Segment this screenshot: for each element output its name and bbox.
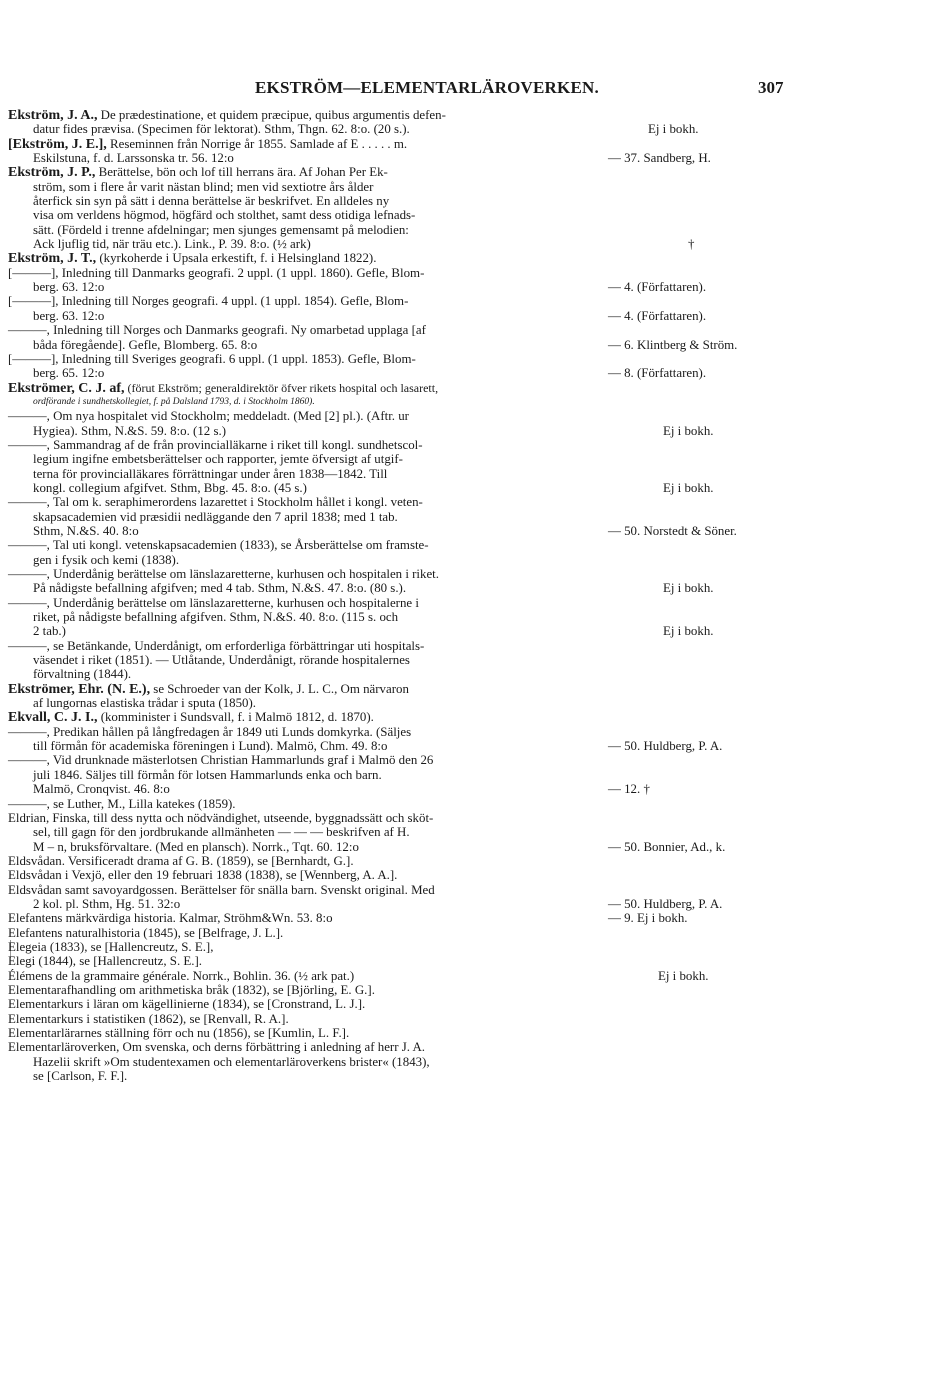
entry-line: Eldrian, Finska, till dess nytta och nödvändighet, utseende, byggnadssätt och sköt- — [8, 810, 434, 825]
entry-line: kongl. collegium afgifvet. Sthm, Bbg. 45. 8:o. (45 s.) Ej i bokh. — [33, 480, 714, 495]
entry-line: [———], Inledning till Sveriges geografi. 6 uppl. (1 uppl. 1853). Gefle, Blom- — [8, 351, 416, 366]
entry-line: Eldsvådan samt savoyardgossen. Berättelser för snälla barn. Svenskt original. Med — [8, 882, 435, 897]
catalog-entry — [8, 983, 808, 997]
entry-publisher: Ej i bokh. — [663, 581, 714, 596]
catalog-entry — [8, 883, 808, 912]
entry-line: Hygiea). Sthm, N.&S. 59. 8:o. (12 s.) Ej i bokh. — [33, 423, 714, 438]
entry-line: ———, Vid drunknade mästerlotsen Christian Hammarlunds graf i Malmö den 26 — [8, 753, 434, 768]
entry-line: terna för provincialläkares förrättningar under åren 1838—1842. Till — [33, 466, 388, 481]
entry-line: Malmö, Cronqvist. 46. 8:o — 12. † — [33, 782, 650, 797]
catalog-body — [8, 108, 808, 1083]
entry-line: Ekströmer, C. J. af, (förut Ekström; generaldirektör öfver rikets hospital och lasarett, — [8, 380, 439, 396]
entry-line: sätt. (Fördeld i trenne afdelningar; men sjunges gemensamt på melodien: — [33, 222, 409, 237]
catalog-entry — [8, 940, 808, 954]
entry-line: Elementarläroverken, Om svenska, och derns förbättring i anledning af herr J. A. — [8, 1040, 426, 1055]
entry-line: 2 tab.) Ej i bokh. — [33, 624, 714, 639]
catalog-entry — [8, 294, 808, 323]
catalog-entry — [8, 1012, 808, 1026]
entry-line: återfick sin syn på sätt i denna berättelse är beskrifvet. En alldeles ny — [33, 194, 390, 209]
entry-line: Elegeia (1833), se [Hallencreutz, S. E.], — [8, 939, 214, 954]
catalog-entry — [8, 969, 808, 983]
entry-line: Elefantens naturalhistoria (1845), se [Belfrage, J. L.]. — [8, 925, 284, 940]
entry-publisher: Ej i bokh. — [658, 968, 709, 983]
entry-publisher: — 50. Norstedt & Söner. — [608, 523, 737, 538]
entry-publisher: — 6. Klintberg & Ström. — [608, 337, 738, 352]
entry-line: Ekströmer, Ehr. (N. E.), se Schroeder van der Kolk, J. L. C., Om närvaron — [8, 681, 409, 697]
entry-publisher: — 8. (Författaren). — [608, 366, 707, 381]
entry-publisher: — 4. (Författaren). — [608, 280, 707, 295]
entry-publisher: — 50. Bonnier, Ad., k. — [608, 839, 726, 854]
entry-line: riket, på nådigste befallning afgifven. Sthm, N.&S. 40. 8:o. (115 s. och — [33, 610, 399, 625]
catalog-entry — [8, 682, 808, 711]
entry-publisher: Ej i bokh. — [663, 480, 714, 495]
entry-line: båda föregående]. Gefle, Blomberg. 65. 8:o — 6. Klintberg & Ström. — [33, 337, 738, 352]
entry-line: berg. 65. 12:o — 8. (Författaren). — [33, 366, 707, 381]
entry-line: Elefantens märkvärdiga historia. Kalmar, Ströhm&Wn. 53. 8:o — 9. Ej i bokh. — [8, 911, 688, 926]
catalog-entry — [8, 797, 808, 811]
entry-line: datur fides prævisa. (Specimen för lektorat). Sthm, Thgn. 62. 8:o. (20 s.). Ej i bokh. — [33, 122, 699, 137]
running-title: EKSTRÖM—ELEMENTARLÄROVERKEN. — [255, 78, 599, 97]
entry-line: Ekström, J. T., (kyrkoherde i Upsala erkestift, f. i Helsingland 1822). — [8, 251, 377, 267]
catalog-entry — [8, 567, 808, 596]
entry-line: Elementarkurs i läran om kägellinierne (1834), se [Cronstrand, L. J.]. — [8, 997, 366, 1012]
catalog-entry — [8, 725, 808, 754]
catalog-entry — [8, 639, 808, 682]
entry-publisher: — 50. Huldberg, P. A. — [608, 896, 723, 911]
entry-line: Elegi (1844), se [Hallencreutz, S. E.]. — [8, 954, 203, 969]
entry-line: På nådigste befallning afgifven; med 4 tab. Sthm, N.&S. 47. 8:o. (80 s.). Ej i bokh. — [33, 581, 714, 596]
entry-line: väsendet i riket (1851). — Utlåtande, Underdånigt, rörande hospitalernes — [33, 653, 410, 668]
entry-line: ———, se Betänkande, Underdånigt, om erforderliga förbättringar uti hospitals- — [8, 638, 425, 653]
entry-line: ———, Predikan hållen på långfredagen år 1849 uti Lunds domkyrka. (Säljes — [8, 724, 412, 739]
page-number: 307 — [758, 78, 784, 97]
entry-line: legium ingifne embetsberättelser och rapporter, jemte öfversigt af utgif- — [33, 452, 403, 467]
entry-line: ———, se Luther, M., Lilla katekes (1859). — [8, 796, 236, 811]
entry-line: till förmån för academiska föreningen i Lund). Malmö, Chm. 49. 8:o — 50. Huldberg, P. A. — [33, 739, 723, 754]
entry-line: Ekvall, C. J. I., (komminister i Sundsvall, f. i Malmö 1812, d. 1870). — [8, 710, 374, 726]
entry-line: berg. 63. 12:o — 4. (Författaren). — [33, 308, 707, 323]
entry-line: ———, Om nya hospitalet vid Stockholm; meddeladt. (Med [2] pl.). (Aftr. ur — [8, 409, 409, 424]
entry-line: Elementarafhandling om arithmetiska bråk (1832), se [Björling, E. G.]. — [8, 982, 375, 997]
catalog-entry — [8, 753, 808, 796]
catalog-entry — [8, 811, 808, 854]
entry-publisher: — 4. (Författaren). — [608, 308, 707, 323]
entry-line: [Ekström, J. E.], Reseminnen från Norrige år 1855. Samlade af E . . . . . m. — [8, 136, 408, 152]
catalog-entry — [8, 926, 808, 940]
catalog-entry — [8, 438, 808, 495]
catalog-entry — [8, 409, 808, 438]
entry-line: Ekström, J. A., De prædestinatione, et quidem præcipue, quibus argumentis defen- — [8, 108, 446, 123]
catalog-entry — [8, 954, 808, 968]
entry-line: berg. 63. 12:o — 4. (Författaren). — [33, 280, 707, 295]
entry-line: gen i fysik och kemi (1838). — [33, 552, 180, 567]
entry-line: se [Carlson, F. F.]. — [33, 1069, 128, 1084]
entry-line: juli 1846. Säljes till förmån för lotsen Hammarlunds enka och barn. — [33, 767, 382, 782]
catalog-entry — [8, 710, 808, 724]
entry-publisher: Ej i bokh. — [648, 122, 699, 137]
entry-line: 2 kol. pl. Sthm, Hg. 51. 32:o — 50. Huldberg, P. A. — [33, 896, 723, 911]
entry-line: ———, Underdånig berättelse om länslazaretterne, kurhusen och hospitalen i riket. — [8, 567, 439, 581]
entry-line: [———], Inledning till Norges geografi. 4 uppl. (1 uppl. 1854). Gefle, Blom- — [8, 294, 409, 309]
entry-line: Eskilstuna, f. d. Larssonska tr. 56. 12:o — 37. Sandberg, H. — [33, 151, 711, 166]
entry-line: Elementarlärarnes ställning förr och nu (1856), se [Kumlin, L. F.]. — [8, 1026, 350, 1040]
catalog-entry — [8, 381, 808, 410]
catalog-entry — [8, 165, 808, 251]
catalog-entry — [8, 352, 808, 381]
entry-line: ———, Tal om k. seraphimerordens lazarettet i Stockholm hållet i kongl. veten- — [8, 495, 423, 510]
entry-line: ordförande i sundhetskollegiet, f. på Dalsland 1793, d. i Stockholm 1860). — [33, 396, 315, 407]
entry-line: ———, Tal uti kongl. vetenskapsacademien (1833), se Årsberättelse om framste- — [8, 538, 429, 553]
entry-line: Sthm, N.&S. 40. 8:o — 50. Norstedt & Söner. — [33, 523, 737, 538]
entry-line: Eldsvådan i Vexjö, eller den 19 februari 1838 (1838), se [Wennberg, A. A.]. — [8, 868, 398, 883]
entry-publisher: — 37. Sandberg, H. — [608, 151, 711, 166]
catalog-entry — [8, 868, 808, 882]
catalog-entry — [8, 911, 808, 925]
entry-line: Ack ljuflig tid, när träu etc.). Link., P. 39. 8:o. (½ ark) † — [33, 237, 695, 252]
entry-publisher: Ej i bokh. — [663, 423, 714, 438]
catalog-entry — [8, 108, 808, 137]
entry-publisher: — 9. Ej i bokh. — [608, 911, 688, 926]
entry-line: ———, Sammandrag af de från provincialläkarne i riket till kongl. sundhetscol- — [8, 437, 423, 452]
entry-line: Élémens de la grammaire générale. Norrk., Bohlin. 36. (½ ark pat.) Ej i bokh. — [8, 968, 709, 983]
entry-line: Hazelii skrift »Om studentexamen och elementarläroverkens brister« (1843), — [33, 1054, 430, 1069]
catalog-entry — [8, 495, 808, 538]
entry-line: visa om verldens högmod, högfärd och stolthet, samt dess otidiga lefnads- — [33, 208, 416, 223]
entry-line: skapsacademien vid præsidii nedläggande den 7 april 1838; med 1 tab. — [33, 509, 398, 524]
entry-publisher: † — [688, 237, 695, 252]
entry-line: Ekström, J. P., Berättelse, bön och lof till herrans ära. Af Johan Per Ek- — [8, 165, 388, 181]
entry-line: ———, Underdånig berättelse om länslazaretterne, kurhusen och hospitalerne i — [8, 595, 419, 610]
entry-line: [———], Inledning till Danmarks geografi. 2 uppl. (1 uppl. 1860). Gefle, Blom- — [8, 265, 425, 280]
catalog-entry — [8, 596, 808, 639]
catalog-entry — [8, 266, 808, 295]
entry-line: ———, Inledning till Norges och Danmarks geografi. Ny omarbetad upplaga [af — [8, 323, 426, 338]
entry-publisher: — 50. Huldberg, P. A. — [608, 739, 723, 754]
catalog-entry — [8, 854, 808, 868]
entry-line: M – n, bruksförvaltare. (Med en plansch). Norrk., Tqt. 60. 12:o — 50. Bonnier, Ad., k. — [33, 839, 726, 854]
catalog-entry — [8, 1040, 808, 1083]
catalog-entry — [8, 997, 808, 1011]
catalog-entry — [8, 323, 808, 352]
entry-line: Eldsvådan. Versificeradt drama af G. B. (1859), se [Bernhardt, G.]. — [8, 853, 354, 868]
page-header — [0, 78, 928, 102]
entry-publisher: Ej i bokh. — [663, 624, 714, 639]
entry-line: sel, till gagn för den jordbrukande allmänheten — — — beskrifven af H. — [33, 825, 410, 840]
entry-line: förvaltning (1844). — [33, 667, 132, 682]
entry-line: af lungornas elastiska trådar i sputa (1850). — [33, 696, 257, 711]
entry-publisher: — 12. † — [608, 782, 650, 797]
entry-line: ström, som i flere år varit nästan blind; men vid sextiotre års ålder — [33, 179, 374, 194]
catalog-entry — [8, 1026, 808, 1040]
catalog-entry — [8, 251, 808, 265]
catalog-entry — [8, 137, 808, 166]
catalog-entry — [8, 538, 808, 567]
entry-line: Elementarkurs i statistiken (1862), se [Renvall, R. A.]. — [8, 1011, 289, 1026]
